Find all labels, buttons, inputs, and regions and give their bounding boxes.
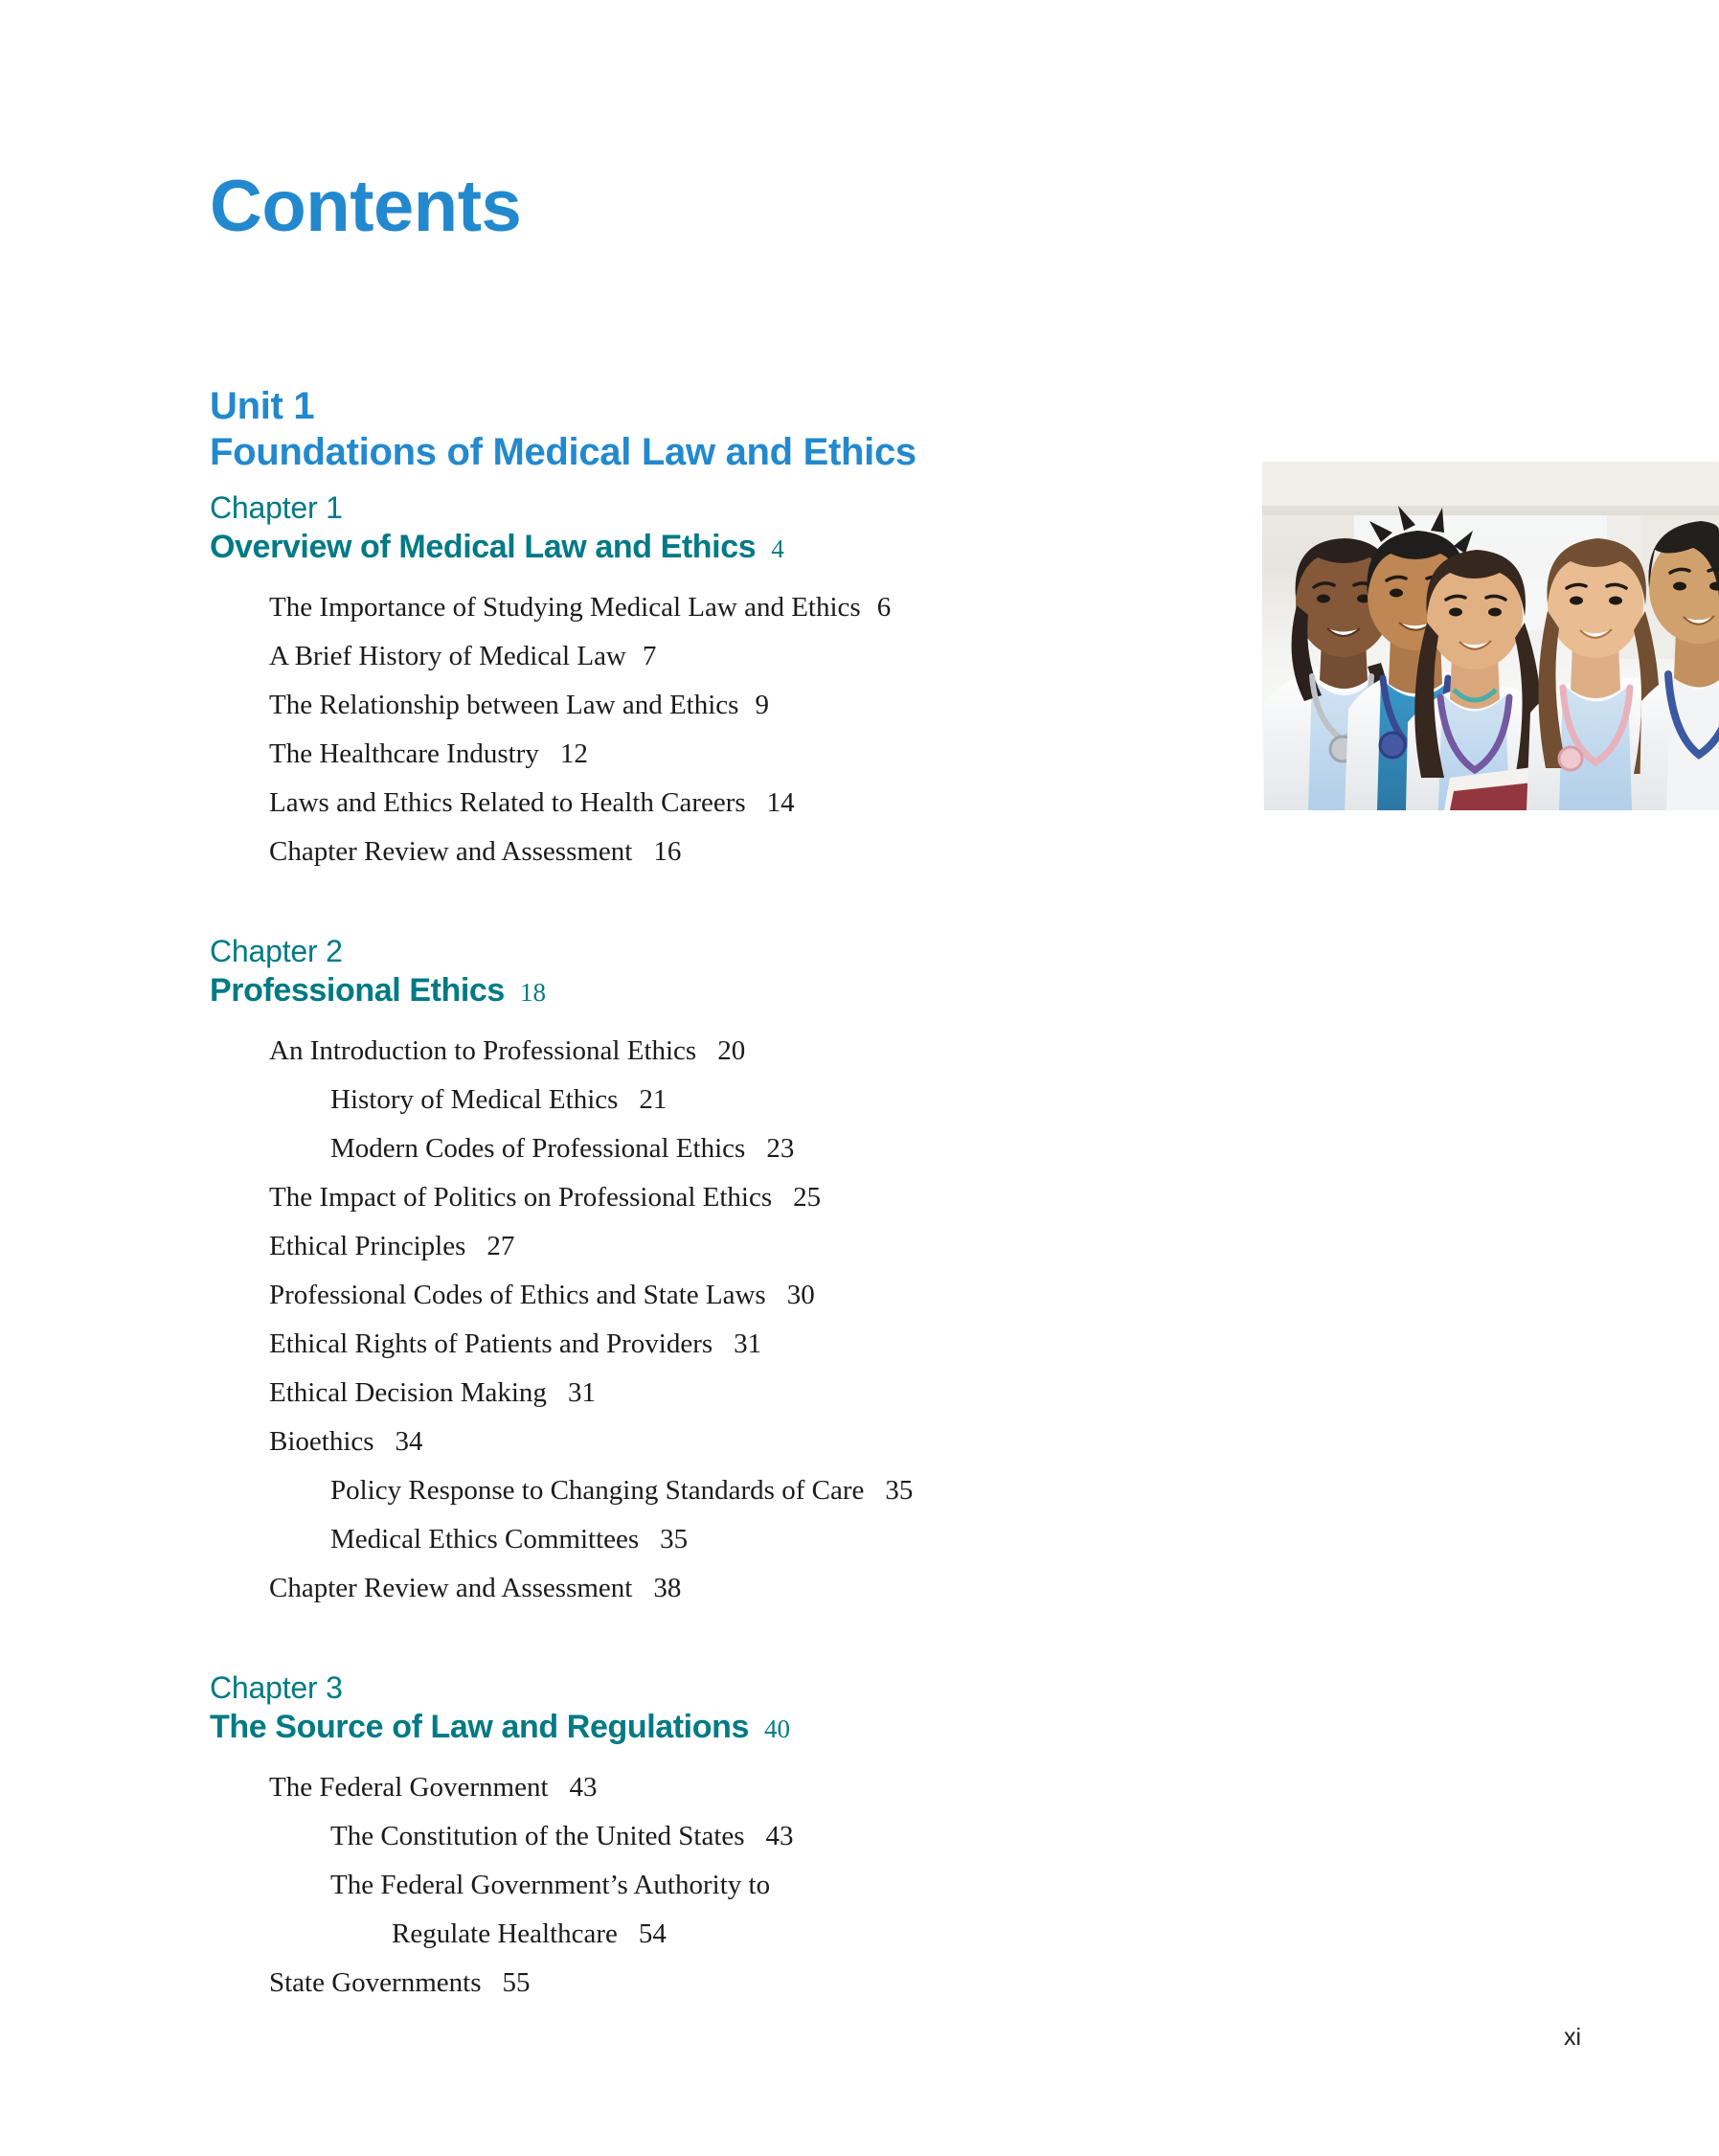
- chapter-page-number: 40: [763, 1714, 790, 1743]
- toc-entry-page-number: 9: [755, 690, 769, 720]
- toc-entry-label: A Brief History of Medical Law: [269, 641, 626, 671]
- toc-entry-label: Bioethics: [269, 1426, 374, 1457]
- toc-entry-page-number: 21: [639, 1084, 667, 1115]
- toc-entry-label: Ethical Rights of Patients and Providers: [269, 1328, 713, 1359]
- toc-entry[interactable]: [269, 1564, 1225, 1613]
- toc-entry-label: The Importance of Studying Medical Law and Ethics: [269, 592, 861, 623]
- entry-list: [210, 583, 1225, 876]
- unit-number: Unit 1: [210, 385, 315, 427]
- chapter-number: Chapter 3: [210, 1670, 343, 1705]
- toc-entry[interactable]: [269, 730, 1225, 779]
- chapter-page-number: 4: [771, 534, 784, 563]
- toc-entry-label: The Federal Government’s Authority to: [330, 1870, 771, 1900]
- unit-title: Foundations of Medical Law and Ethics: [210, 431, 916, 473]
- toc-entry[interactable]: [330, 1515, 1225, 1564]
- toc-entry-page-number: 30: [786, 1280, 815, 1310]
- toc-entry-label: Chapter Review and Assessment: [269, 1573, 633, 1603]
- toc-entry[interactable]: [269, 779, 1225, 828]
- toc-entry-label: Regulate Healthcare: [392, 1918, 618, 1949]
- toc-entry[interactable]: [269, 1959, 1225, 2008]
- toc-entry-label: The Relationship between Law and Ethics: [269, 690, 739, 720]
- toc-entry-label: History of Medical Ethics: [330, 1084, 619, 1115]
- toc-entry-page-number: 34: [395, 1426, 423, 1457]
- toc-entry[interactable]: [269, 1222, 1225, 1271]
- page-title: Contents: [210, 166, 522, 247]
- chapter-block: [210, 1668, 1225, 2008]
- toc-entry[interactable]: [330, 1861, 1225, 1910]
- toc-entry-page-number: 35: [660, 1524, 689, 1555]
- entry-list: [210, 1763, 1225, 2008]
- toc-entry-page-number: 43: [569, 1772, 598, 1803]
- chapter-spacer: [210, 1613, 1225, 1668]
- toc-entry[interactable]: [269, 1320, 1225, 1369]
- chapter-list: [210, 488, 1225, 2008]
- toc-entry-page-number: 12: [559, 738, 588, 769]
- chapter-title: The Source of Law and Regulations: [210, 1709, 749, 1745]
- toc-entry-label: State Governments: [269, 1967, 482, 1998]
- toc-entry-label: Chapter Review and Assessment: [269, 836, 633, 867]
- toc-entry-page-number: 6: [876, 592, 892, 623]
- toc-entry[interactable]: [269, 828, 1225, 876]
- entry-list: [210, 1027, 1225, 1613]
- toc-entry-page-number: 54: [638, 1918, 667, 1949]
- toc-entry-page-number: 31: [567, 1377, 596, 1408]
- toc-entry-page-number: 16: [653, 836, 682, 867]
- toc-entry-label: Professional Codes of Ethics and State Laws: [269, 1280, 766, 1310]
- toc-entry[interactable]: [269, 1027, 1225, 1076]
- toc-entry[interactable]: [269, 632, 1225, 681]
- toc-entry-label: Laws and Ethics Related to Health Careers: [269, 787, 746, 818]
- healthcare-students-photo: [1262, 462, 1719, 810]
- toc-entry-label: Ethical Principles: [269, 1231, 466, 1261]
- toc-entry[interactable]: [269, 1763, 1225, 1812]
- unit-block: [210, 383, 1225, 475]
- chapter-page-number: 18: [519, 978, 546, 1007]
- toc-entry-page-number: 31: [734, 1328, 762, 1359]
- toc-entry[interactable]: [269, 681, 1225, 730]
- toc-entry[interactable]: [269, 1369, 1225, 1418]
- toc-entry-page-number: 7: [642, 641, 657, 671]
- chapter-title-row[interactable]: [210, 527, 1225, 567]
- chapter-number: Chapter 2: [210, 934, 343, 968]
- toc-entry[interactable]: [269, 583, 1225, 632]
- toc-entry-page-number: 35: [885, 1475, 914, 1506]
- chapter-number: Chapter 1: [210, 490, 343, 525]
- toc-entry-page-number: 23: [766, 1133, 795, 1164]
- toc-entry[interactable]: [269, 1173, 1225, 1222]
- toc-entry[interactable]: [330, 1076, 1225, 1124]
- toc-entry[interactable]: [330, 1812, 1225, 1861]
- chapter-block: [210, 488, 1225, 876]
- toc-entry-page-number: 55: [502, 1967, 531, 1998]
- toc-content: [210, 383, 1225, 2008]
- toc-entry[interactable]: [392, 1910, 1225, 1959]
- toc-entry-label: Modern Codes of Professional Ethics: [330, 1133, 746, 1164]
- toc-entry[interactable]: [330, 1124, 1225, 1173]
- chapter-spacer: [210, 876, 1225, 932]
- toc-entry-label: Ethical Decision Making: [269, 1377, 547, 1408]
- toc-entry-label: The Federal Government: [269, 1772, 549, 1803]
- toc-entry-label: Policy Response to Changing Standards of Care: [330, 1475, 865, 1506]
- toc-entry[interactable]: [330, 1466, 1225, 1515]
- chapter-title: Professional Ethics: [210, 972, 505, 1009]
- toc-entry-page-number: 20: [717, 1035, 746, 1066]
- toc-entry-page-number: 43: [765, 1821, 794, 1851]
- toc-entry-label: An Introduction to Professional Ethics: [269, 1035, 697, 1066]
- toc-entry-label: The Impact of Politics on Professional Ethics: [269, 1182, 773, 1213]
- chapter-title-row[interactable]: [210, 970, 1225, 1010]
- chapter-title: Overview of Medical Law and Ethics: [210, 529, 757, 565]
- toc-entry-page-number: 25: [793, 1182, 822, 1213]
- toc-entry-page-number: 14: [766, 787, 795, 818]
- toc-entry-label: The Constitution of the United States: [330, 1821, 745, 1851]
- toc-entry-page-number: 27: [486, 1231, 515, 1261]
- page-number: xi: [1563, 2024, 1582, 2051]
- chapter-block: [210, 932, 1225, 1613]
- toc-entry-page-number: 38: [653, 1573, 682, 1603]
- toc-entry-label: Medical Ethics Committees: [330, 1524, 640, 1555]
- toc-entry[interactable]: [269, 1271, 1225, 1320]
- toc-entry[interactable]: [269, 1418, 1225, 1466]
- toc-entry-label: The Healthcare Industry: [269, 738, 539, 769]
- chapter-title-row[interactable]: [210, 1707, 1225, 1747]
